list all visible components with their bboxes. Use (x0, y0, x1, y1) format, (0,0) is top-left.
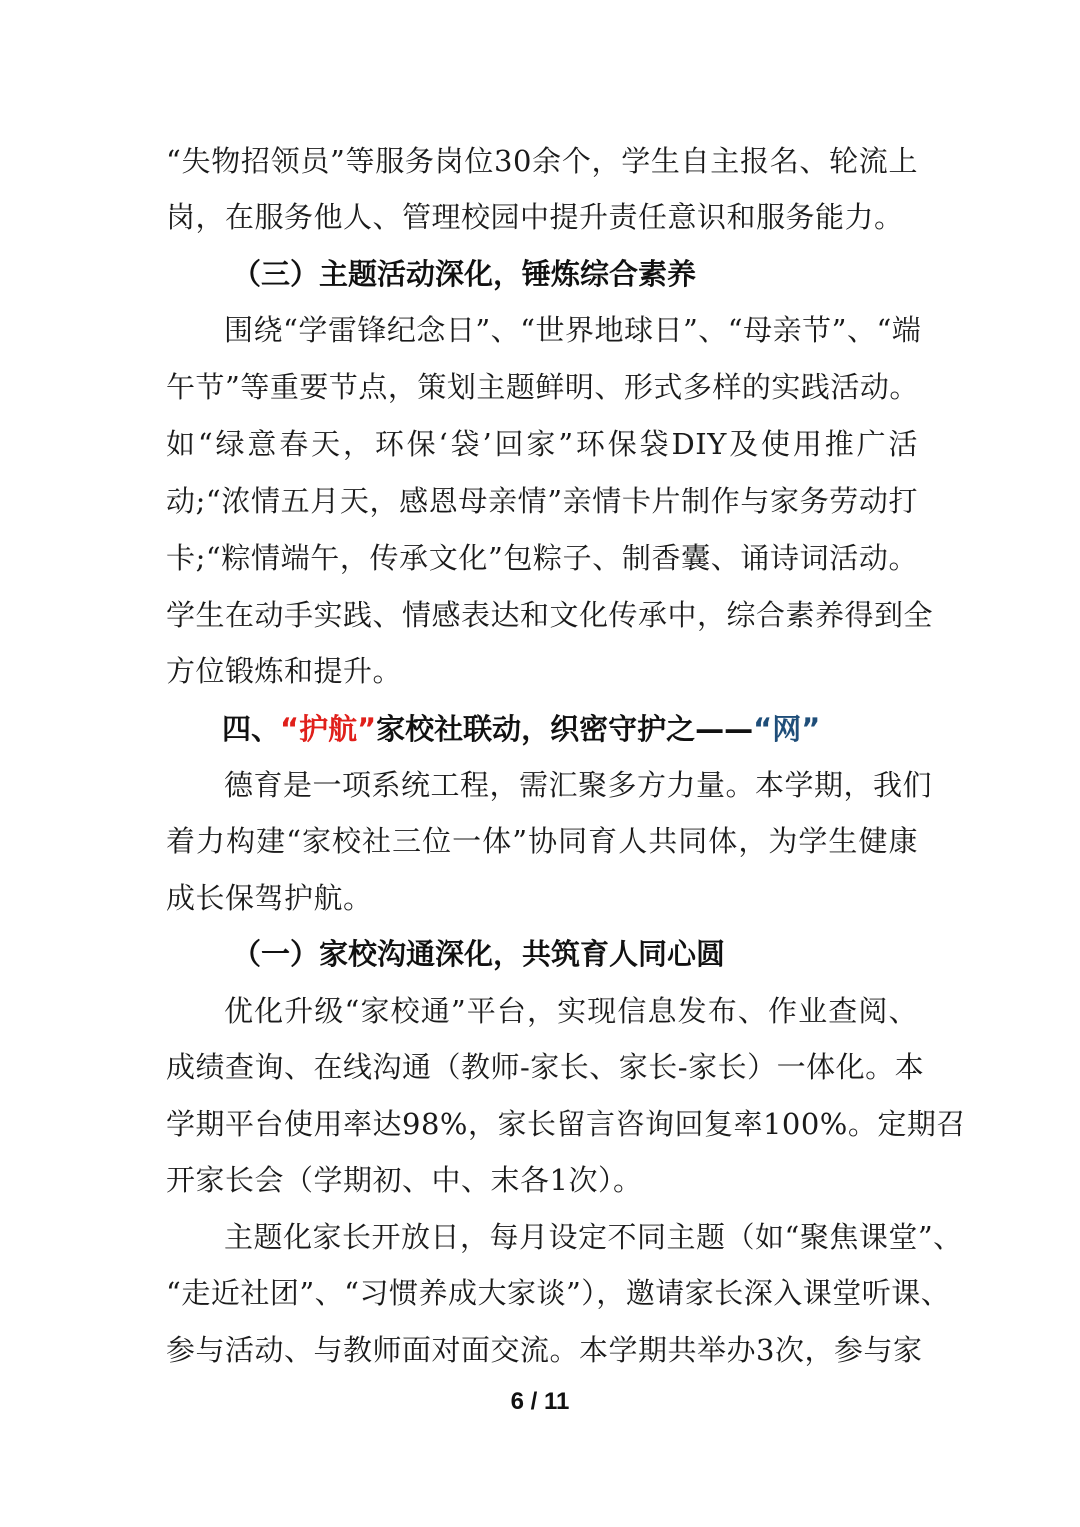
paragraph-line: 主题化家长开放日，每月设定不同主题（如“聚焦课堂”、 (224, 1220, 963, 1254)
paragraph-line: “走近社团”、“习惯养成大家谈”），邀请家长深入课堂听课、 (166, 1276, 951, 1310)
paragraph-line: 成绩查询、在线沟通（教师-家长、家长-家长）一体化。本 (166, 1050, 925, 1084)
paragraph-line: 优化升级“家校通”平台，实现信息发布、作业查阅、 (224, 994, 918, 1028)
heading-highlight-red: “护航” (280, 712, 377, 746)
paragraph-line: 方位锻炼和提升。 (166, 654, 403, 688)
section-heading-3: （三）主题活动深化，锤炼综合素养 (232, 257, 697, 291)
section-heading-4-1: （一）家校沟通深化，共筑育人同心圆 (232, 937, 726, 971)
paragraph-line: 参与活动、与教师面对面交流。本学期共举办3次，参与家 (166, 1333, 923, 1367)
paragraph-line: 着力构建“家校社三位一体”协同育人共同体，为学生健康 (166, 824, 918, 858)
heading-highlight-blue: “网” (753, 712, 821, 746)
paragraph-line: 动;“浓情五月天，感恩母亲情”亲情卡片制作与家务劳动打 (166, 484, 918, 518)
paragraph-line: 围绕“学雷锋纪念日”、“世界地球日”、“母亲节”、“端 (224, 313, 922, 347)
page-number: 6 / 11 (510, 1388, 570, 1415)
paragraph-line: 学生在动手实践、情感表达和文化传承中，综合素养得到全 (166, 598, 934, 632)
heading-prefix: 四、 (222, 712, 281, 746)
chapter-heading-4 (222, 709, 820, 749)
paragraph-line: 卡;“粽情端午，传承文化”包粽子、制香囊、诵诗词活动。 (166, 541, 918, 575)
heading-middle: 家校社联动，织密守护之—— (376, 712, 754, 746)
paragraph-line: 岗，在服务他人、管理校园中提升责任意识和服务能力。 (166, 200, 904, 234)
paragraph-line: 德育是一项系统工程，需汇聚多方力量。本学期，我们 (224, 768, 933, 802)
paragraph-line: 如“绿意春天，环保‘袋’回家”环保袋DIY及使用推广活 (166, 427, 918, 461)
paragraph-line: 午节”等重要节点，策划主题鲜明、形式多样的实践活动。 (166, 370, 919, 404)
paragraph-line: 成长保驾护航。 (166, 881, 373, 915)
paragraph-line: 学期平台使用率达98%，家长留言咨询回复率100%。定期召 (166, 1107, 966, 1141)
paragraph-line: “失物招领员”等服务岗位30余个，学生自主报名、轮流上 (166, 144, 918, 178)
paragraph-line: 开家长会（学期初、中、末各1次）。 (166, 1163, 643, 1197)
